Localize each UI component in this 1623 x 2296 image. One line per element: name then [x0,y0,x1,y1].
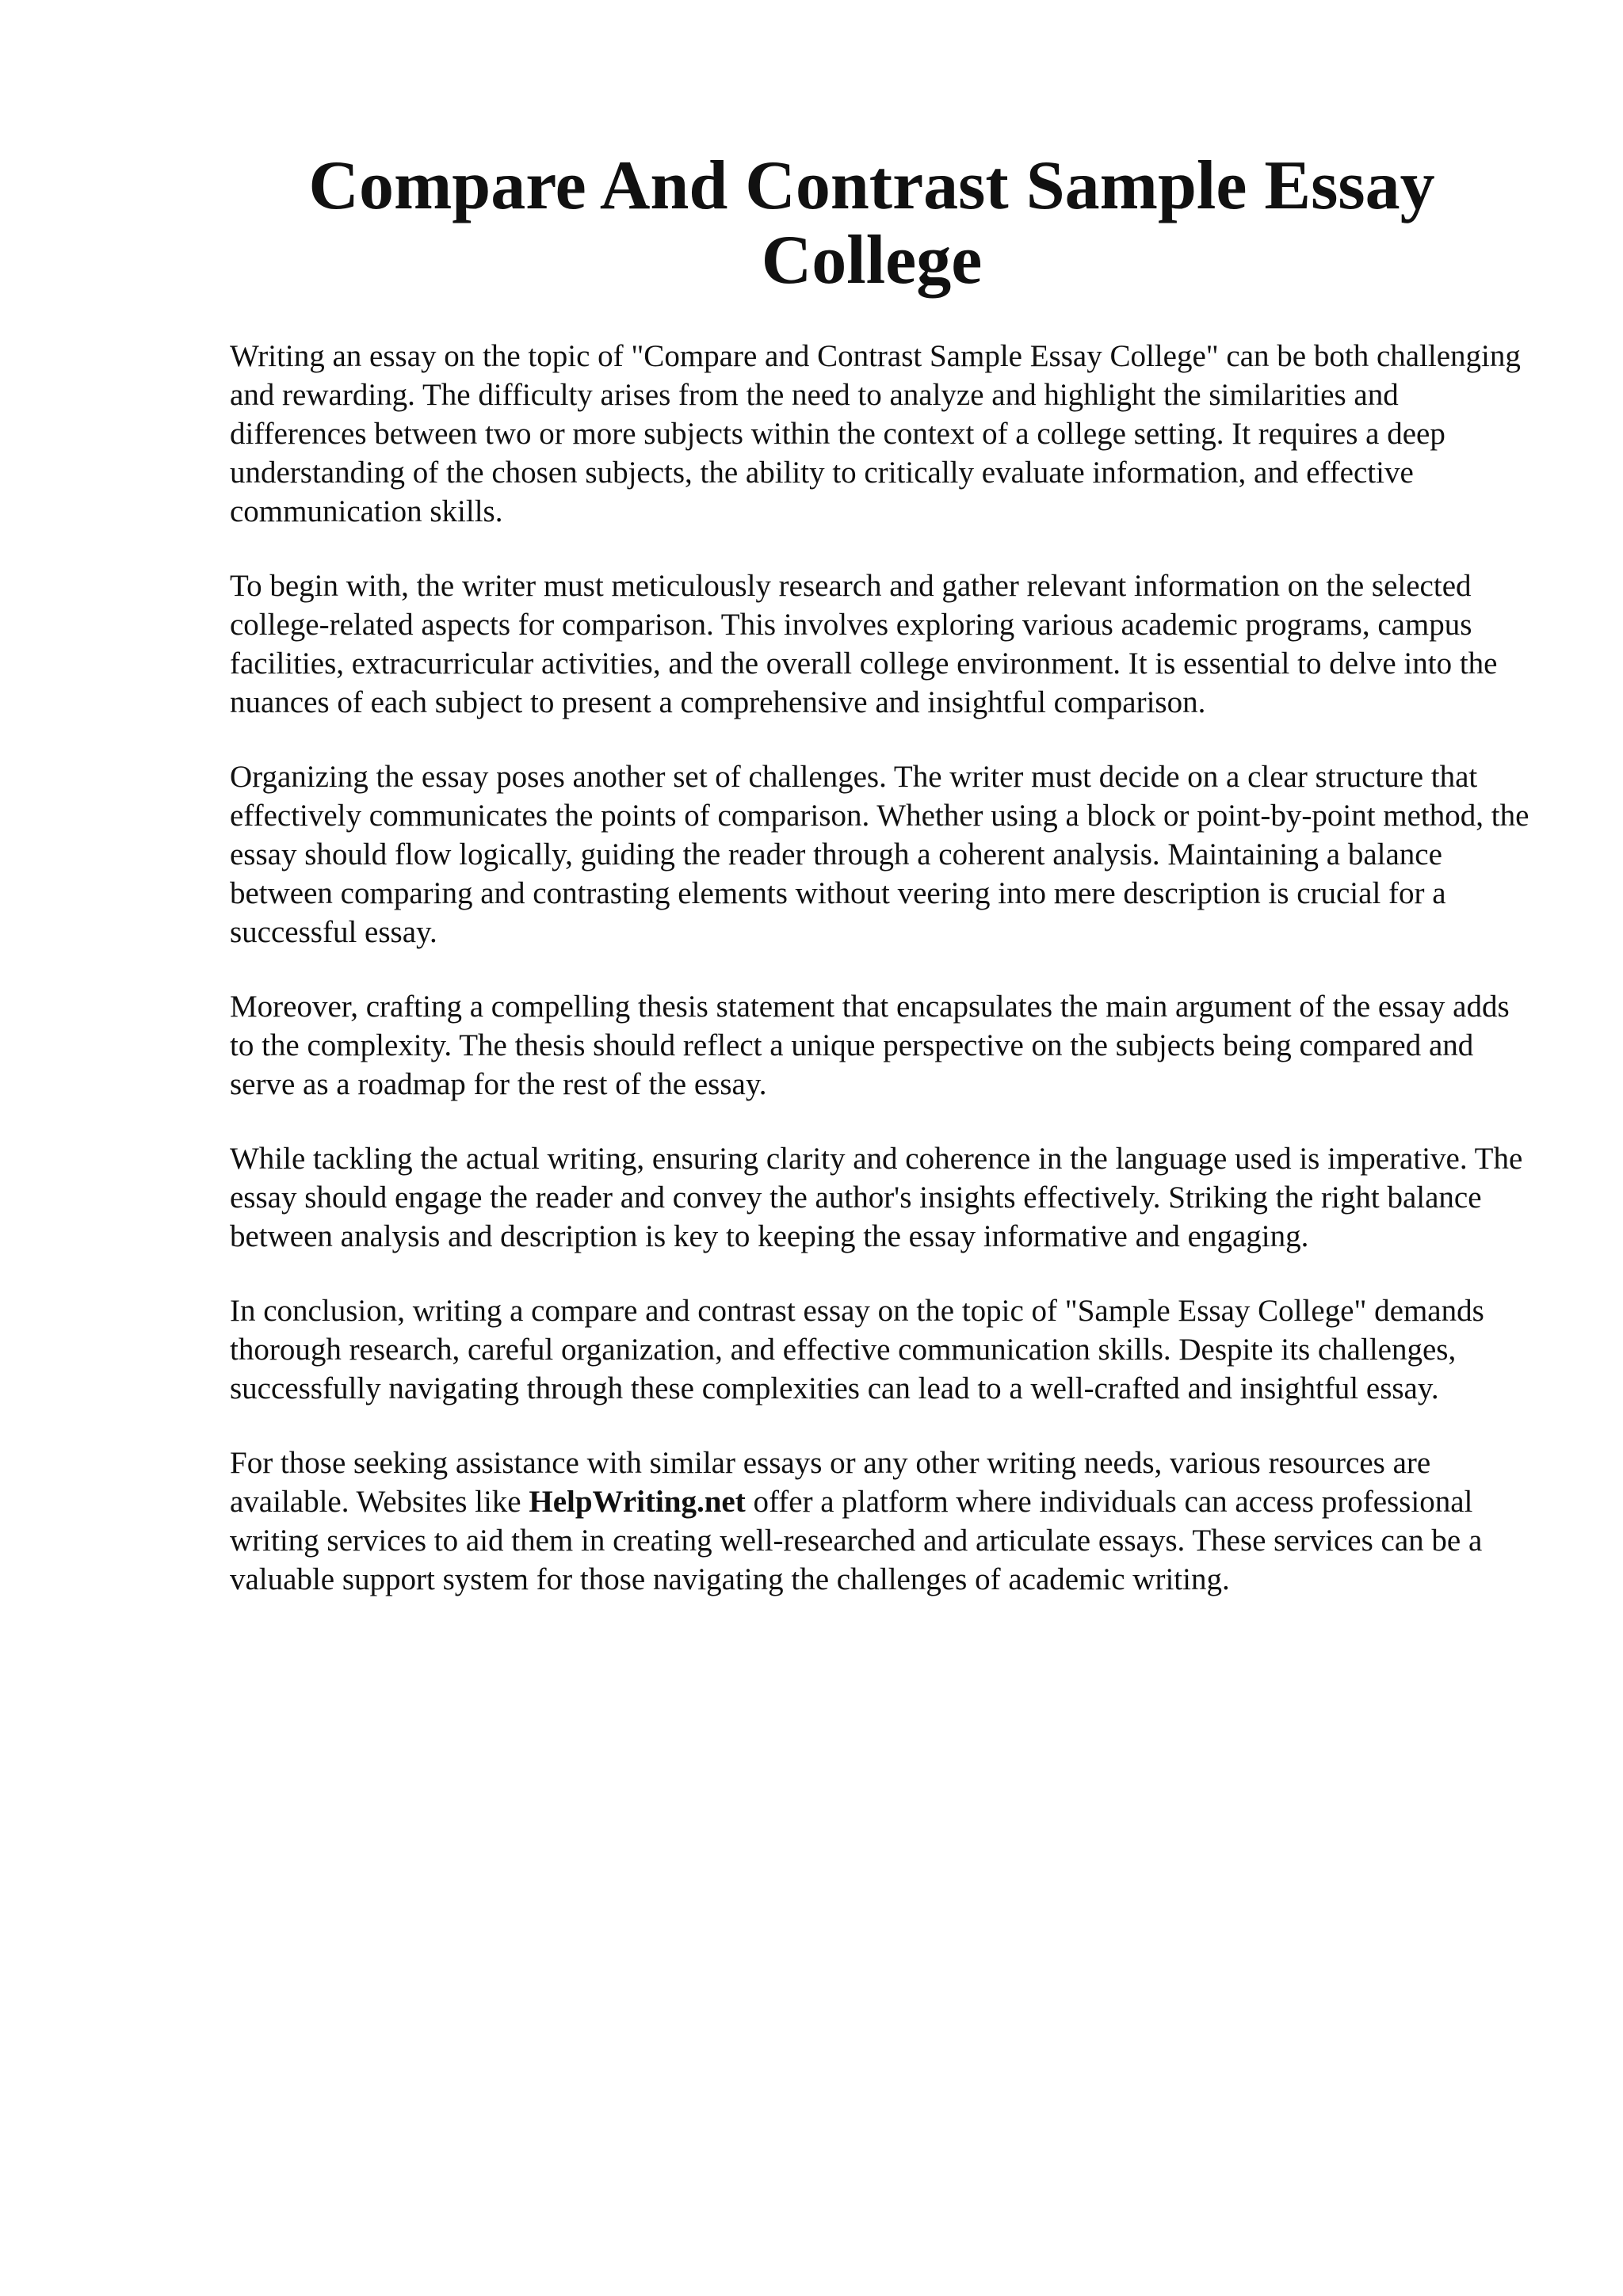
paragraph-assistance [230,1444,1529,1599]
assistance-text-after: offer a platform where individuals can access professional writing services to aid them in creating well-researched and articulate essays. These services can be a valuable support system for those navigating the challenges of academic writing. [230,1485,1483,1596]
page-title: Compare And Contrast Sample Essay College [308,147,1435,299]
assistance-text-before: For those seeking assistance with similar essays or any other writing needs, various resources are available. Websites like [230,1446,1431,1519]
paragraph-thesis: Moreover, crafting a compelling thesis statement that encapsulates the main argument of the essay adds to the complexity. The thesis should reflect a unique perspective on the subjects being compared and serve as a roadmap for the rest of the essay. [230,990,1510,1101]
essay-body [230,337,1529,1634]
paragraph-writing: While tackling the actual writing, ensuring clarity and coherence in the language used is imperative. The essay should engage the reader and convey the author's insights effectively. Striking the right balance between analysis and description is key to keeping the essay informative and engaging. [230,1142,1523,1253]
paragraph-research: To begin with, the writer must meticulously research and gather relevant information on the selected college-related aspects for comparison. This involves exploring various academic programs, campus facilities, extracurricular activities, and the overall college environment. It is essential to delve into the nuances of each subject to present a comprehensive and insightful comparison. [230,569,1498,719]
paragraph-intro: Writing an essay on the topic of "Compare and Contrast Sample Essay College" can be both challenging and rewarding. The difficulty arises from the need to analyze and highlight the similarities and differences between two or more subjects within the context of a college setting. It requires a deep understanding of the chosen subjects, the ability to critically evaluate information, and effective communication skills. [230,339,1521,528]
paragraph-conclusion: In conclusion, writing a compare and contrast essay on the topic of "Sample Essay College" demands thorough research, careful organization, and effective communication skills. Despite its challenges, successfully navigating through these complexities can lead to a well-crafted and insightful essay. [230,1294,1484,1405]
helpwriting-link[interactable]: HelpWriting.net [529,1485,746,1519]
paragraph-organizing: Organizing the essay poses another set of challenges. The writer must decide on a clear structure that effectively communicates the points of comparison. Whether using a block or point-by-point method, the essay should flow logically, guiding the reader through a coherent analysis. Maintaining a balance between comparing and contrasting elements without veering into mere description is crucial for a successful essay. [230,760,1529,949]
